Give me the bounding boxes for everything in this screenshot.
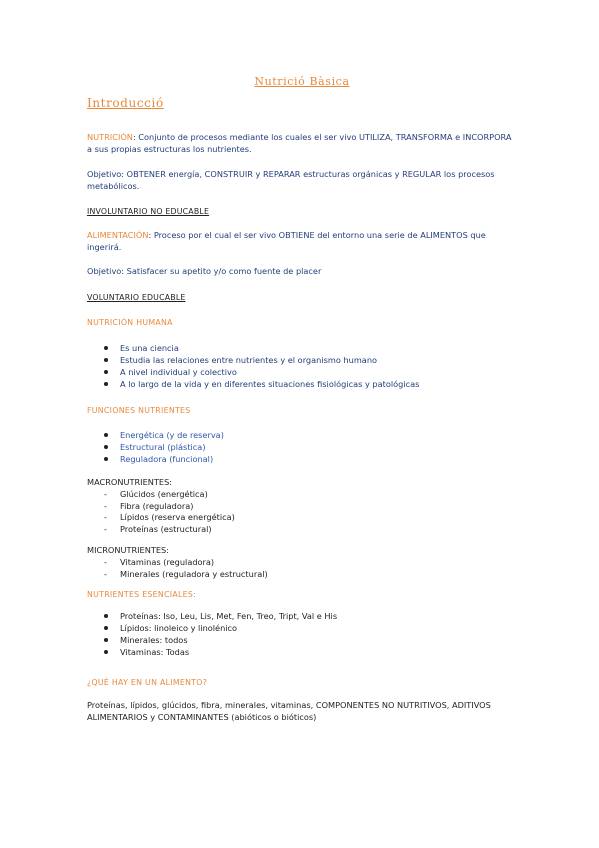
list-item: - Proteínas (estructural) <box>87 524 517 536</box>
esenciales-heading: NUTRIENTES ESENCIALES: <box>87 590 197 599</box>
funciones-list-wrap <box>87 429 517 465</box>
document-title: Nutrició Bàsica <box>254 75 350 88</box>
list-item: Energética (y de reserva) <box>87 429 517 441</box>
involuntario-text: INVOLUNTARIO NO EDUCABLE <box>87 207 210 216</box>
list-item: A lo largo de la vida y en diferentes situaciones fisiológicas y patológicas <box>87 378 517 390</box>
voluntario-text: VOLUNTARIO EDUCABLE <box>87 293 186 302</box>
nutricion-definition <box>87 132 517 155</box>
macronutrientes-list <box>87 489 517 535</box>
alimento-text: Proteínas, lípidos, glúcidos, fibra, minerales, vitaminas, COMPONENTES NO NUTRITIVOS, ADITIVOS ALIMENTARIOS y CONTAMINANTES (abióticos o bióticos) <box>87 700 491 722</box>
funciones-heading: FUNCIONES NUTRIENTES <box>87 406 191 415</box>
section-heading-introduccio: Introducció <box>87 96 164 110</box>
alimentacion-text: : Proceso por el cual el ser vivo OBTIENE del entorno una serie de ALIMENTOS que ingerirá. <box>87 230 486 252</box>
list-item: A nivel individual y colectivo <box>87 366 517 378</box>
micronutrientes-heading: MICRONUTRIENTES: <box>87 545 169 555</box>
list-item: - Vitaminas (reguladora) <box>87 557 517 569</box>
list-item: Estructural (plástica) <box>87 441 517 453</box>
list-item: Vitaminas: Todas <box>87 646 517 658</box>
list-item: Proteínas: Iso, Leu, Lis, Met, Fen, Treo, Tript, Val e His <box>87 610 517 622</box>
alimento-heading: ¿QUÉ HAY EN UN ALIMENTO? <box>87 678 208 687</box>
voluntario-label <box>87 292 517 304</box>
alimentacion-definition <box>87 230 517 253</box>
list-item: Es una ciencia <box>87 342 517 354</box>
objetivo-alimentacion: Objetivo: Satisfacer su apetito y/o como fuente de placer <box>87 266 322 276</box>
funciones-list <box>87 429 517 465</box>
macronutrientes-list-wrap <box>87 489 517 535</box>
esenciales-list <box>87 610 517 658</box>
macronutrientes-heading: MACRONUTRIENTES: <box>87 477 173 487</box>
list-item: - Minerales (reguladora y estructural) <box>87 569 517 581</box>
micronutrientes-list-wrap <box>87 557 517 580</box>
list-item: - Fibra (reguladora) <box>87 501 517 513</box>
list-item: Minerales: todos <box>87 634 517 646</box>
list-item: - Glúcidos (energética) <box>87 489 517 501</box>
list-item: Reguladora (funcional) <box>87 453 517 465</box>
nutricion-text: : Conjunto de procesos mediante los cuales el ser vivo UTILIZA, TRANSFORMA e INCORPORA a sus propias estructuras los nutrientes. <box>87 132 512 154</box>
esenciales-list-wrap <box>87 610 517 658</box>
nutricion-humana-heading: NUTRICIÓN HUMANA <box>87 318 173 327</box>
list-item: Lípidos: linoleico y linolénico <box>87 622 517 634</box>
nutricion-humana-list <box>87 342 517 390</box>
alimentacion-term: ALIMENTACIÓN <box>87 230 149 240</box>
involuntario-label <box>87 206 517 218</box>
objetivo-nutricion: Objetivo: OBTENER energía, CONSTRUIR y REPARAR estructuras orgánicas y REGULAR los procesos metabólicos. <box>87 169 495 191</box>
nutricion-term: NUTRICIÓN <box>87 132 133 142</box>
nutricion-humana-list-wrap <box>87 342 517 390</box>
list-item: - Lípidos (reserva energética) <box>87 512 517 524</box>
list-item: Estudia las relaciones entre nutrientes y el organismo humano <box>87 354 517 366</box>
micronutrientes-list <box>87 557 517 580</box>
